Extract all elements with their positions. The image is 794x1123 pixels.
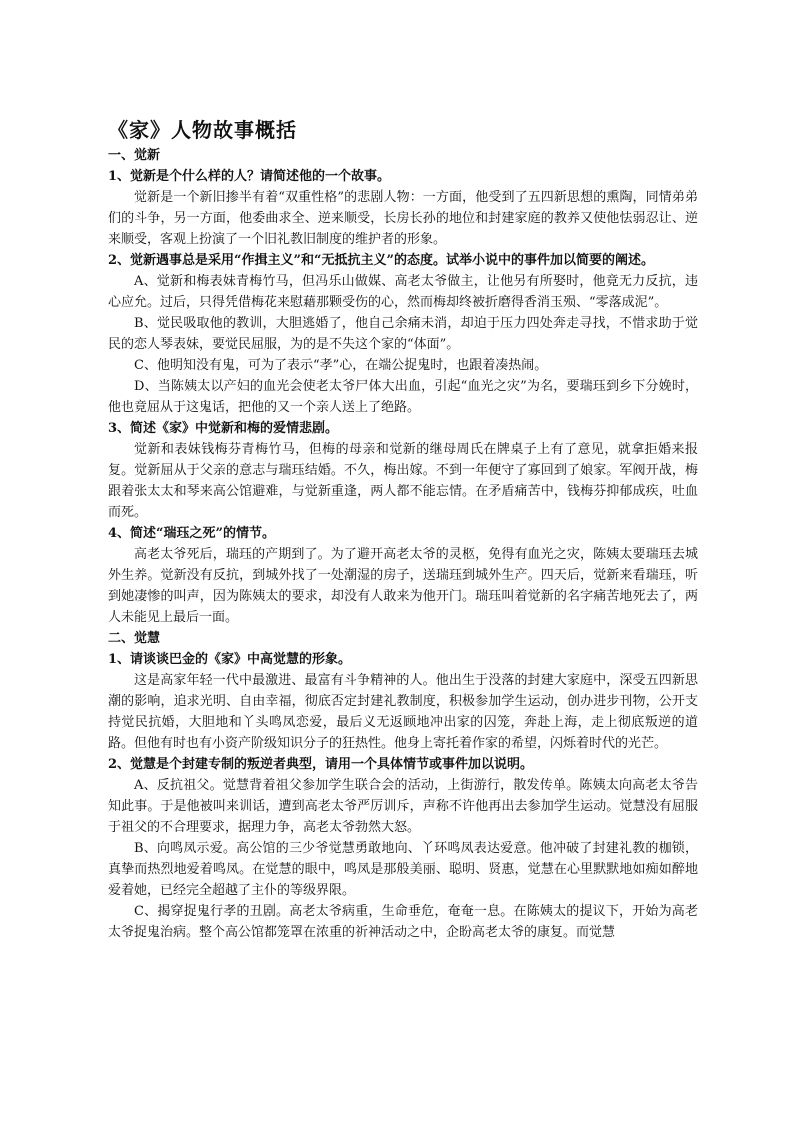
question-heading: 1、觉新是个什么样的人？请简述他的一个故事。 bbox=[108, 169, 391, 184]
answer-paragraph: 这是高家年轻一代中最激进、最富有斗争精神的人。他出生于没落的封建大家庭中，深受五四新思潮的影响，追求光明、自由幸福，彻底否定封建礼教制度，积极参加学生运动，创办进步刊物，公开支持觉民抗婚，大胆地和丫头鸣凤恋爱，最后义无返顾地冲出家的囚笼，奔赴上海，走上彻底叛逆的道路。但他有时也有小资产阶级知识分子的狂热性。他身上寄托着作家的希望，闪烁着时代的光芒。 bbox=[108, 673, 698, 751]
answer-paragraph: A、觉新和梅表妹青梅竹马，但冯乐山做媒、高老太爷做主，让他另有所娶时，他竟无力反抗，违心应允。过后，只得凭借梅花来慰藉那颗受伤的心，然而梅却终被折磨得香消玉殒、“零落成泥”。 bbox=[108, 274, 698, 310]
question-heading: 2、觉慧是个封建专制的叛逆者典型，请用一个具体情节或事件加以说明。 bbox=[108, 757, 534, 772]
answer-paragraph: A、反抗祖父。觉慧背着祖父参加学生联合会的活动，上街游行，散发传单。陈姨太向高老太爷告知此事。于是他被叫来训话，遭到高老太爷严厉训斥，声称不许他再出去参加学生运动。觉慧没有屈服于祖父的不合理要求，据理力争，高老太爷勃然大怒。 bbox=[108, 778, 698, 835]
section-heading: 二、觉慧 bbox=[108, 631, 161, 646]
answer-paragraph: C、揭穿捉鬼行孝的丑剧。高老太爷病重，生命垂危，奄奄一息。在陈姨太的提议下，开始为高老太爷捉鬼治病。整个高公馆都笼罩在浓重的祈神活动之中，企盼高老太爷的康复。而觉慧 bbox=[108, 904, 698, 940]
question-heading: 4、简述“瑞珏之死”的情节。 bbox=[108, 526, 276, 541]
question-heading: 2、觉新遇事总是采用“作揖主义”和“无抵抗主义”的态度。试举小说中的事件加以简要的阐述。 bbox=[108, 253, 654, 268]
section-heading: 一、觉新 bbox=[108, 148, 161, 163]
question-heading: 1、请谈谈巴金的《家》中高觉慧的形象。 bbox=[108, 652, 352, 667]
answer-paragraph: 高老太爷死后，瑞珏的产期到了。为了避开高老太爷的灵柩，免得有血光之灾，陈姨太要瑞珏去城外生养。觉新没有反抗，到城外找了一处潮湿的房子，送瑞珏到城外生产。四天后，觉新来看瑞珏，听到她凄惨的叫声，因为陈姨太的要求，却没有人敢来为他开门。瑞珏叫着觉新的名字痛苦地死去了，两人未能见上最后一面。 bbox=[108, 547, 698, 625]
answer-paragraph: D、当陈姨太以产妇的血光会使老太爷尸体大出血，引起“血光之灾”为名，要瑞珏到乡下分娩时，他也竟屈从于这鬼话，把他的又一个亲人送上了绝路。 bbox=[108, 379, 698, 415]
answer-paragraph: B、向鸣凤示爱。高公馆的三少爷觉慧勇敢地向、丫环鸣凤表达爱意。他冲破了封建礼教的枷锁，真挚而热烈地爱着鸣凤。在觉慧的眼中，鸣凤是那般美丽、聪明、贤惠，觉慧在心里默默地如痴如醉地爱着她，已经完全超越了主仆的等级界限。 bbox=[108, 841, 698, 898]
answer-paragraph: 觉新和表妹钱梅芬青梅竹马，但梅的母亲和觉新的继母周氏在牌桌子上有了意见，就拿拒婚来报复。觉新屈从于父亲的意志与瑞珏结婚。不久，梅出嫁。不到一年便守了寡回到了娘家。军阀开战，梅跟着张太太和琴来高公馆避难，与觉新重逢，两人都不能忘情。在矛盾痛苦中，钱梅芬抑郁成疾，吐血而死。 bbox=[108, 442, 698, 520]
answer-paragraph: B、觉民吸取他的教训，大胆逃婚了，他自己余痛未消，却迫于压力四处奔走寻找，不惜求助于觉民的恋人琴表妹，要觉民屈服，为的是不失这个家的“体面”。 bbox=[108, 316, 698, 352]
question-heading: 3、简述《家》中觉新和梅的爱情悲剧。 bbox=[108, 421, 339, 436]
document-title: 《家》人物故事概括 bbox=[108, 118, 297, 142]
answer-paragraph: 觉新是一个新旧掺半有着“双重性格”的悲剧人物：一方面，他受到了五四新思想的熏陶，同情弟弟们的斗争，另一方面，他委曲求全、逆来顺受，长房长孙的地位和封建家庭的教养又使他怯弱忍让、逆来顺受，客观上扮演了一个旧礼教旧制度的维护者的形象。 bbox=[108, 190, 698, 247]
answer-paragraph: C、他明知没有鬼，可为了表示“孝”心，在端公捉鬼时，也跟着凑热闹。 bbox=[134, 358, 548, 373]
document-body bbox=[108, 145, 698, 943]
